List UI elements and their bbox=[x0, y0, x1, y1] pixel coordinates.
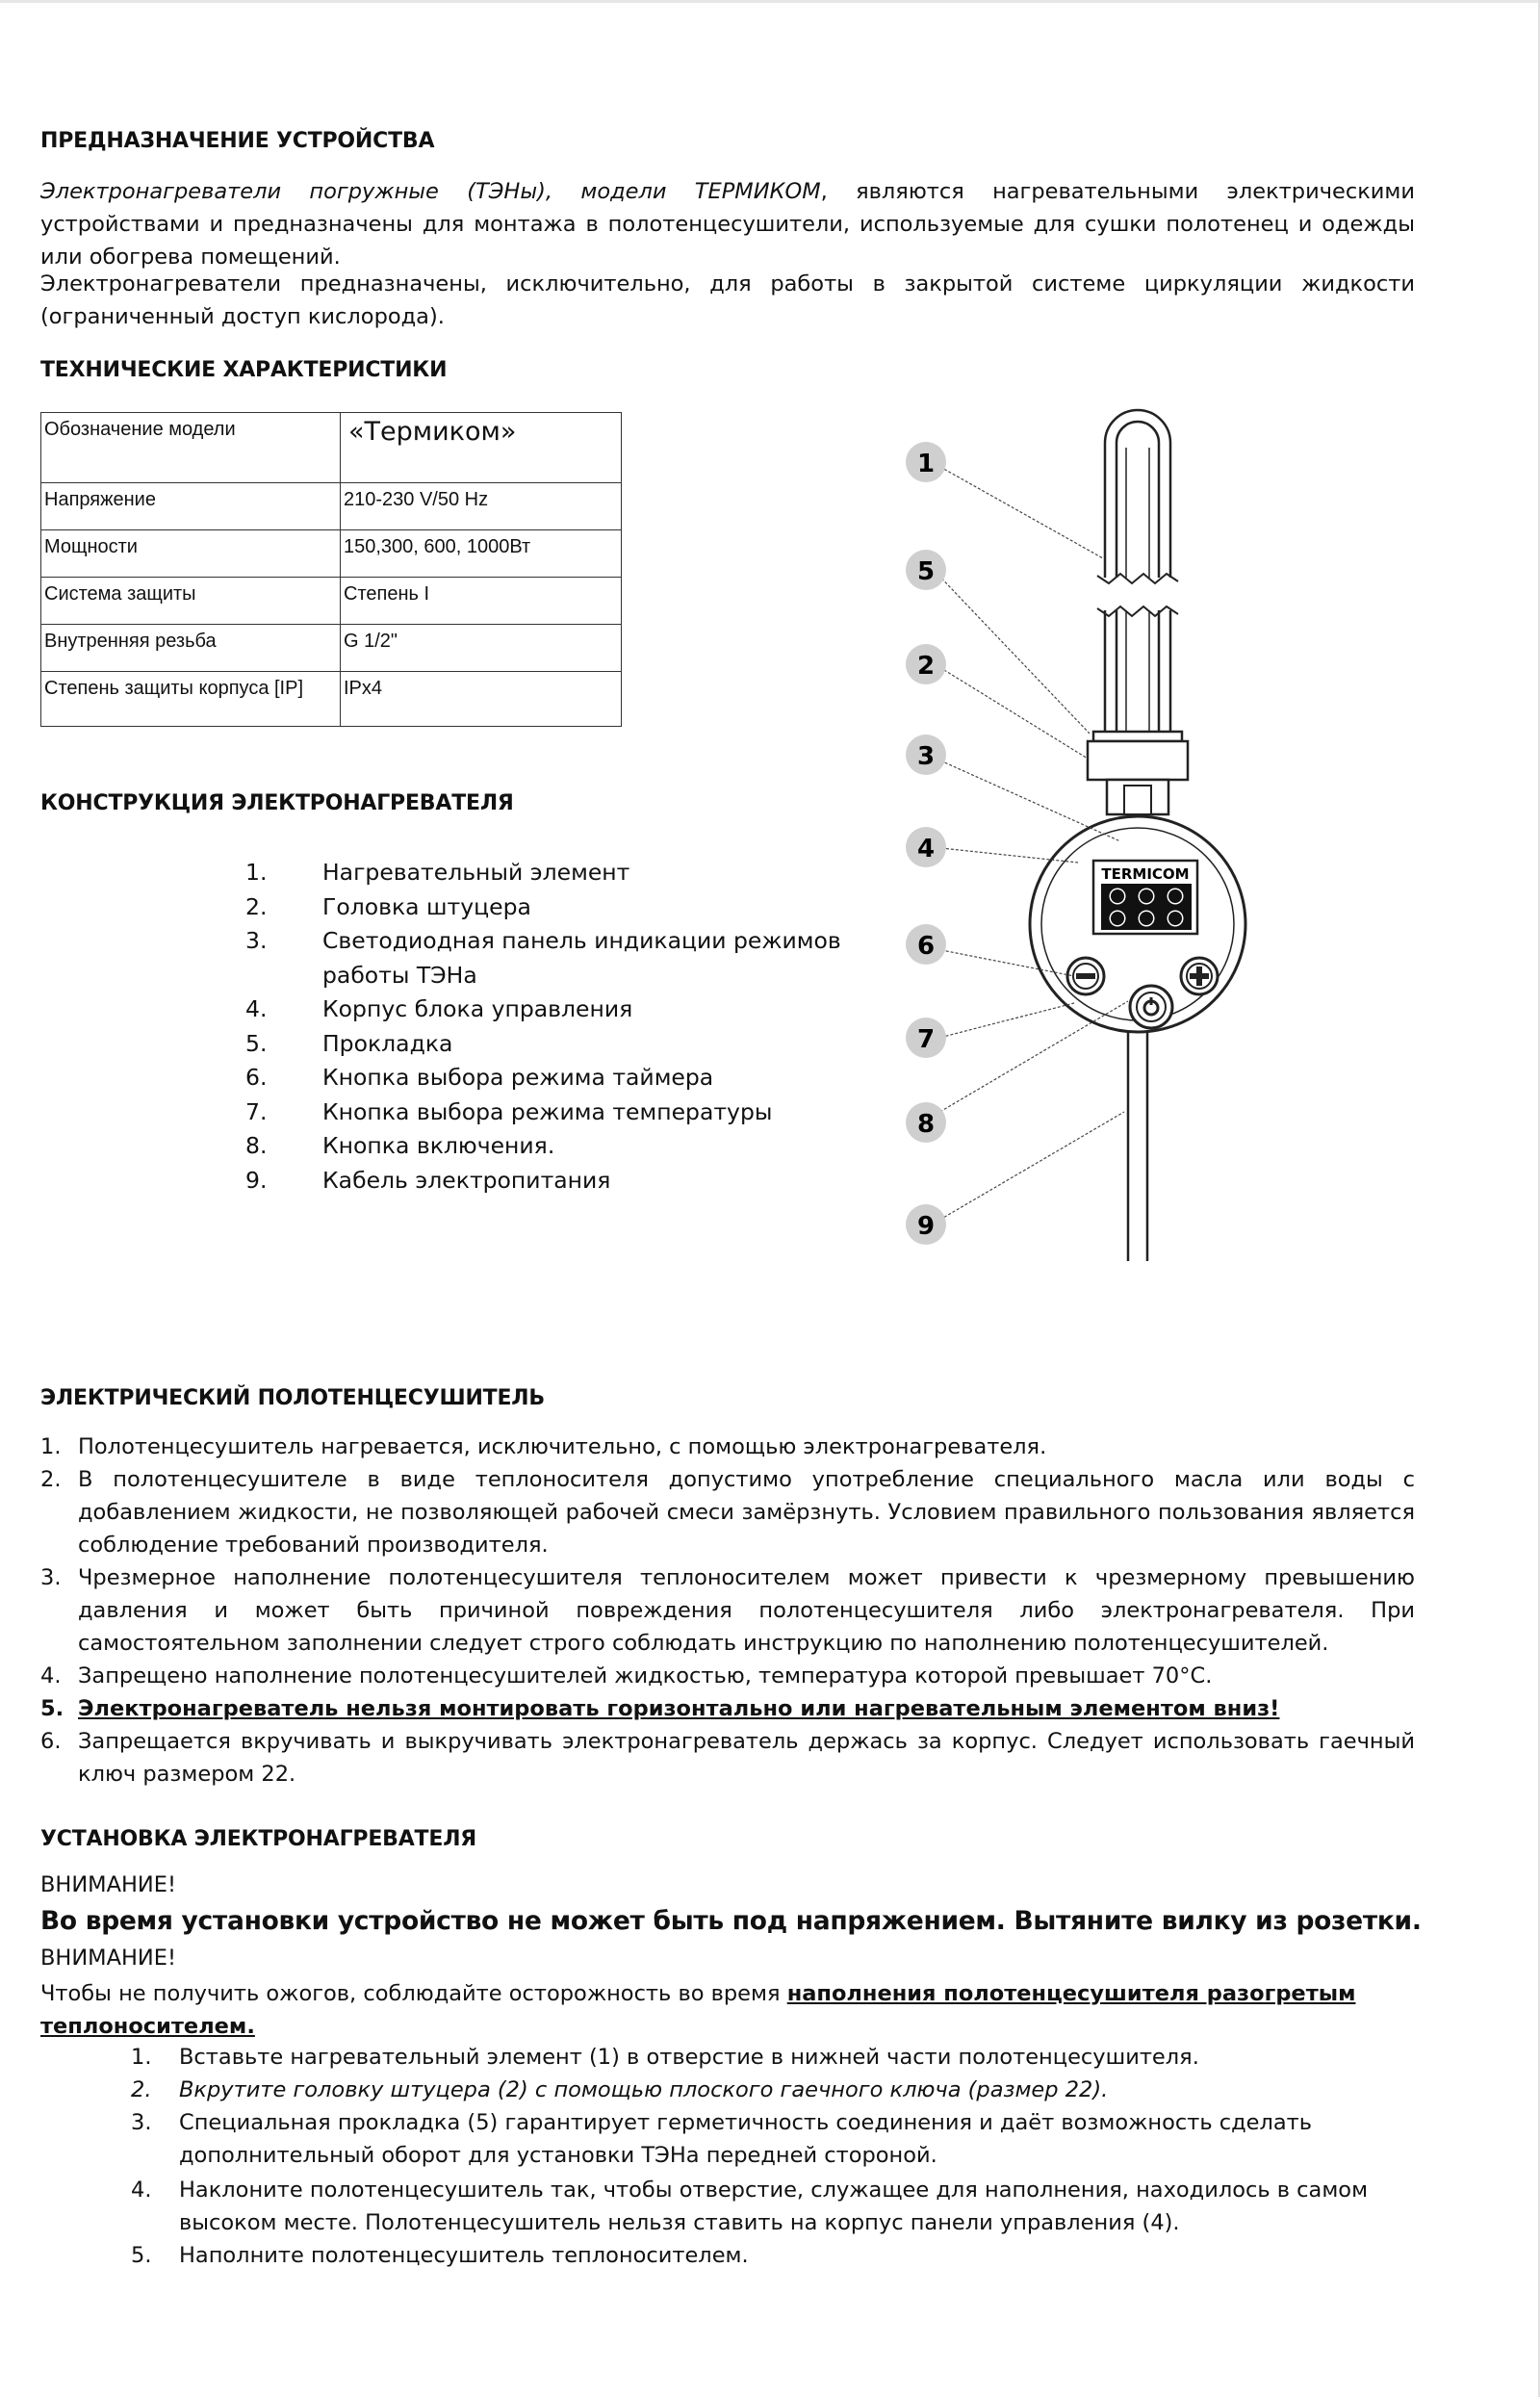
spec-label: Внутренняя резьба bbox=[41, 625, 341, 672]
led-indicators bbox=[1101, 884, 1192, 930]
fitting-window bbox=[1124, 786, 1151, 814]
list-item: 2. Головка штуцера bbox=[245, 892, 531, 920]
list-item: 6. Кнопка выбора режима таймера bbox=[245, 1064, 714, 1091]
power-button-icon bbox=[1130, 986, 1172, 1028]
construction-heading: КОНСТРУКЦИЯ ЭЛЕКТРОНАГРЕВАТЕЛЯ bbox=[40, 791, 514, 815]
list-item: 5. Наполните полотенцесушитель теплоносителем. bbox=[131, 2243, 749, 2268]
table-row bbox=[41, 625, 622, 672]
table-row bbox=[41, 483, 622, 530]
callouts bbox=[906, 442, 946, 1245]
table-row bbox=[41, 578, 622, 625]
list-item: 6. Запрещается вкручивать и выкручивать электронагреватель держась за корпус. Следует использовать гаечный ключ размером 22. bbox=[40, 1729, 1415, 1787]
power-warning: Во время установки устройство не может быть под напряжением. Вытяните вилку из розетки. bbox=[40, 1906, 1422, 1936]
power-cable bbox=[1128, 1032, 1147, 1261]
list-item: 2. В полотенцесушителе в виде теплоносителя допустимо употребление специального масла или воды с добавлением жидкости, не позволяющей рабочей смеси замёрзнуть. Условием правильного пользования является соблюдение требований производителя. bbox=[40, 1467, 1415, 1558]
spec-value: Степень I bbox=[341, 578, 622, 625]
table-row bbox=[41, 413, 622, 483]
list-item: 8. Кнопка включения. bbox=[245, 1132, 555, 1159]
list-item: 3. Светодиодная панель индикации режимов bbox=[245, 927, 841, 954]
callout-label: 3 bbox=[916, 742, 936, 771]
table-row bbox=[41, 672, 622, 727]
heating-element-lower bbox=[1105, 610, 1170, 732]
heating-element bbox=[1105, 410, 1170, 578]
burn-warning: Чтобы не получить ожогов, соблюдайте осторожность во время наполнения полотенцесушителя разогретым теплоносителем. bbox=[40, 1981, 1356, 2039]
spec-label: Напряжение bbox=[41, 483, 341, 530]
list-item-warning: 5. Электронагреватель нельзя монтировать горизонтально или нагревательным элементом вниз! bbox=[40, 1696, 1280, 1721]
list-item: 3. Чрезмерное наполнение полотенцесушителя теплоносителем может привести к чрезмерному превышению давления и может быть причиной повреждения полотенцесушителя либо электронагревателя. При самостоятельном заполнении следует строго соблюдать инструкцию по наполнению полотенцесушителей. bbox=[40, 1565, 1415, 1656]
list-item: 9. Кабель электропитания bbox=[245, 1166, 611, 1194]
callout-label: 8 bbox=[916, 1110, 936, 1139]
spec-label: Система защиты bbox=[41, 578, 341, 625]
specs-table bbox=[40, 412, 622, 727]
spec-label: Мощности bbox=[41, 530, 341, 578]
gasket bbox=[1093, 732, 1182, 741]
spec-label: Степень защиты корпуса [IP] bbox=[41, 672, 341, 727]
page-top-border bbox=[0, 0, 1540, 3]
callout-label: 6 bbox=[916, 932, 936, 961]
list-item: 1. Полотенцесушитель нагревается, исключительно, с помощью электронагревателя. bbox=[40, 1434, 1047, 1459]
brand-label: TERMICOM bbox=[1101, 865, 1190, 883]
callout-label: 9 bbox=[916, 1212, 936, 1241]
callout-label: 5 bbox=[916, 557, 936, 586]
specs-heading: ТЕХНИЧЕСКИЕ ХАРАКТЕРИСТИКИ bbox=[40, 358, 448, 382]
fitting-head bbox=[1088, 741, 1188, 780]
rails-list bbox=[40, 1430, 1415, 1791]
purpose-model-italic: Электронагреватели погружные (ТЭНы), модели ТЕРМИКОМ bbox=[40, 179, 821, 204]
list-item: 1. Вставьте нагревательный элемент (1) в отверстие в нижней части полотенцесушителя. bbox=[131, 2045, 1199, 2070]
spec-value: G 1/2" bbox=[341, 625, 622, 672]
plus-button-icon bbox=[1181, 958, 1218, 994]
purpose-paragraph-1-rest: , являются нагревательными электрическими устройствами и предназначены для монтажа в полотенцесушители, используемые для сушки полотенец и одежды или обогрева помещений. bbox=[40, 179, 1416, 270]
list-item: 3. Специальная прокладка (5) гарантирует герметичность соединения и даёт возможность сделать дополнительный оборот для установки ТЭНа передней стороной. bbox=[131, 2110, 1313, 2168]
purpose-heading: ПРЕДНАЗНАЧЕНИЕ УСТРОЙСТВА bbox=[40, 129, 435, 153]
attention-label-1: ВНИМАНИЕ! bbox=[40, 1872, 176, 1897]
install-heading: УСТАНОВКА ЭЛЕКТРОНАГРЕВАТЕЛЯ bbox=[40, 1827, 477, 1851]
list-item: 2. Вкрутите головку штуцера (2) с помощью плоского гаечного ключа (размер 22). bbox=[131, 2077, 1109, 2102]
callout-label: 2 bbox=[916, 652, 936, 681]
rails-heading: ЭЛЕКТРИЧЕСКИЙ ПОЛОТЕНЦЕСУШИТЕЛЬ bbox=[40, 1386, 545, 1410]
callout-label: 7 bbox=[916, 1025, 936, 1054]
list-item: 5. Прокладка bbox=[245, 1029, 453, 1057]
callout-label: 1 bbox=[916, 450, 936, 478]
construction-list bbox=[245, 856, 841, 1198]
spec-value: 150,300, 600, 1000Вт bbox=[341, 530, 622, 578]
list-item: 1. Нагревательный элемент bbox=[245, 859, 630, 886]
callout-label: 4 bbox=[916, 835, 936, 863]
minus-button-icon bbox=[1067, 958, 1104, 994]
list-item: работы ТЭНа bbox=[322, 961, 477, 989]
list-item: 4. Наклоните полотенцесушитель так, чтобы отверстие, служащее для наполнения, находилось в самом высоком месте. Полотенцесушитель нельзя ставить на корпус панели управления (4). bbox=[131, 2178, 1369, 2235]
attention-label-2: ВНИМАНИЕ! bbox=[40, 1946, 176, 1971]
spec-value: 210-230 V/50 Hz bbox=[341, 483, 622, 530]
list-item: 4. Запрещено наполнение полотенцесушителей жидкостью, температура которой превышает 70°С. bbox=[40, 1663, 1213, 1688]
break-mark bbox=[1097, 574, 1178, 616]
spec-label: Обозначение модели bbox=[41, 413, 341, 483]
list-item: 4. Корпус блока управления bbox=[245, 995, 633, 1022]
purpose-paragraph-1 bbox=[40, 175, 1415, 273]
spec-value: IPx4 bbox=[341, 672, 622, 727]
spec-value: «Термиком» bbox=[341, 413, 622, 483]
table-row bbox=[41, 530, 622, 578]
purpose-paragraph-2: Электронагреватели предназначены, исключительно, для работы в закрытой системе циркуляции жидкости (ограниченный доступ кислорода). bbox=[40, 271, 1415, 329]
install-steps bbox=[131, 2041, 1415, 2272]
list-item: 7. Кнопка выбора режима температуры bbox=[245, 1097, 773, 1125]
heater-diagram bbox=[886, 404, 1309, 1271]
